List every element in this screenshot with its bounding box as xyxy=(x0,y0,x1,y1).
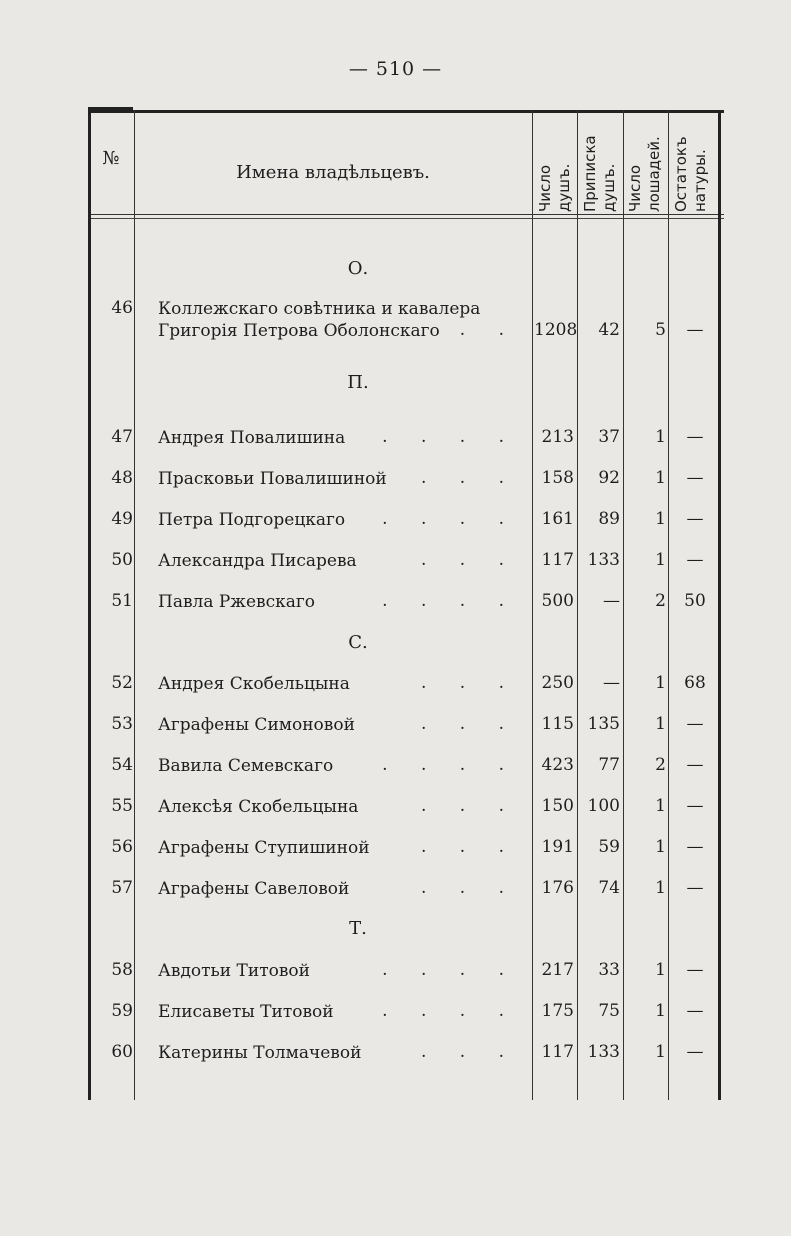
row-number: 59 xyxy=(111,1001,133,1021)
remainder-value: 50 xyxy=(684,591,706,611)
owner-name: Павла Ржевскаго xyxy=(158,592,316,612)
added-souls-value: 89 xyxy=(598,509,620,529)
remainder-value: — xyxy=(686,468,704,488)
table-row xyxy=(88,1042,724,1068)
owner-name: Андрея Скобельцына xyxy=(158,674,350,694)
added-souls-value: — xyxy=(603,591,620,611)
remainder-value: — xyxy=(686,714,704,734)
horses-value: 1 xyxy=(655,714,666,734)
owner-name: Андрея Повалишина xyxy=(158,428,346,448)
table-row xyxy=(88,1001,724,1027)
header-rule-double xyxy=(88,218,724,219)
horses-value: 1 xyxy=(655,468,666,488)
added-souls-value: 59 xyxy=(598,837,620,857)
leader-dots: . . . xyxy=(420,837,518,857)
remainder-value: — xyxy=(686,796,704,816)
leader-dots: . . . xyxy=(420,550,518,570)
souls-value: 161 xyxy=(541,509,574,529)
table-row xyxy=(88,468,724,494)
leader-dots: . . xyxy=(459,320,518,340)
row-number: 53 xyxy=(111,714,133,734)
leader-dots: . . . . xyxy=(382,427,518,447)
row-number: 52 xyxy=(111,673,133,693)
owner-name: Аграфены Савеловой xyxy=(158,879,350,899)
row-number: 58 xyxy=(111,960,133,980)
horses-value: 1 xyxy=(655,673,666,693)
leader-dots: . . . . xyxy=(382,960,518,980)
souls-value: 117 xyxy=(541,550,574,570)
row-number: 55 xyxy=(111,796,133,816)
horses-value: 1 xyxy=(655,960,666,980)
owner-name: Прасковьи Повалишиной xyxy=(158,469,387,489)
souls-value: 176 xyxy=(541,878,574,898)
section-letter: С. xyxy=(348,632,368,653)
owners-table xyxy=(88,110,724,1100)
row-number: 57 xyxy=(111,878,133,898)
horses-value: 1 xyxy=(655,796,666,816)
remainder-value: 68 xyxy=(684,673,706,693)
remainder-value: — xyxy=(686,837,704,857)
header-rule xyxy=(88,214,724,215)
owner-name: Авдотьи Титовой xyxy=(158,961,310,981)
owner-name: Коллежскаго совѣтника и кавалера Григорія Петрова Оболонскаго xyxy=(158,299,481,341)
table-row xyxy=(88,755,724,781)
table-row xyxy=(88,673,724,699)
leader-dots: . . . xyxy=(420,468,518,488)
table-row xyxy=(88,427,724,453)
leader-dots: . . . xyxy=(420,878,518,898)
added-souls-value: — xyxy=(603,673,620,693)
souls-value: 115 xyxy=(541,714,574,734)
souls-value: 250 xyxy=(541,673,574,693)
leader-dots: . . . xyxy=(420,714,518,734)
owner-name: Вавила Семевскаго xyxy=(158,756,334,776)
added-souls-value: 100 xyxy=(587,796,620,816)
table-top-rule-left xyxy=(88,107,133,111)
leader-dots: . . . . xyxy=(382,755,518,775)
souls-value: 117 xyxy=(541,1042,574,1062)
owner-name: Аграфены Ступишиной xyxy=(158,838,370,858)
owner-name: Елисаветы Титовой xyxy=(158,1002,334,1022)
horses-value: 2 xyxy=(655,591,666,611)
remainder-value: — xyxy=(686,960,704,980)
section-letter: Т. xyxy=(349,918,367,939)
section-letter: О. xyxy=(347,258,369,279)
souls-value: 423 xyxy=(541,755,574,775)
table-row xyxy=(88,837,724,863)
owner-name: Петра Подгорецкаго xyxy=(158,510,346,530)
owner-name: Катерины Толмачевой xyxy=(158,1043,362,1063)
souls-value: 1208 xyxy=(534,320,578,340)
owner-name: Александра Писарева xyxy=(158,551,357,571)
owner-name: Аграфены Симоновой xyxy=(158,715,355,735)
added-souls-value: 133 xyxy=(587,1042,620,1062)
added-souls-value: 42 xyxy=(598,320,620,340)
souls-value: 191 xyxy=(541,837,574,857)
added-souls-value: 74 xyxy=(598,878,620,898)
table-row xyxy=(88,298,724,341)
remainder-value: — xyxy=(686,550,704,570)
leader-dots: . . . . xyxy=(382,1001,518,1021)
row-number: 54 xyxy=(111,755,133,775)
header-number: № xyxy=(102,148,120,169)
added-souls-value: 92 xyxy=(598,468,620,488)
header-names: Имена владѣльцевъ. xyxy=(236,162,430,183)
souls-value: 500 xyxy=(541,591,574,611)
added-souls-value: 133 xyxy=(587,550,620,570)
table-row xyxy=(88,550,724,576)
horses-value: 1 xyxy=(655,427,666,447)
remainder-value: — xyxy=(686,755,704,775)
added-souls-value: 77 xyxy=(598,755,620,775)
horses-value: 2 xyxy=(655,755,666,775)
remainder-value: — xyxy=(686,878,704,898)
souls-value: 213 xyxy=(541,427,574,447)
header-remainder: Остатокъ натуры. xyxy=(672,136,709,212)
leader-dots: . . . xyxy=(420,796,518,816)
added-souls-value: 75 xyxy=(598,1001,620,1021)
remainder-value: — xyxy=(686,1042,704,1062)
owner-name: Алексѣя Скобельцына xyxy=(158,797,359,817)
remainder-value: — xyxy=(686,320,704,340)
table-row xyxy=(88,509,724,535)
table-row xyxy=(88,878,724,904)
horses-value: 1 xyxy=(655,509,666,529)
leader-dots: . . . xyxy=(420,673,518,693)
horses-value: 5 xyxy=(655,320,666,340)
row-number: 49 xyxy=(111,509,133,529)
page-number: — 510 — xyxy=(348,58,443,80)
header-souls: Число душъ. xyxy=(536,163,573,212)
leader-dots: . . . . xyxy=(382,509,518,529)
section-letter: П. xyxy=(347,372,369,393)
souls-value: 150 xyxy=(541,796,574,816)
souls-value: 175 xyxy=(541,1001,574,1021)
horses-value: 1 xyxy=(655,878,666,898)
row-number: 51 xyxy=(111,591,133,611)
added-souls-value: 33 xyxy=(598,960,620,980)
table-top-rule xyxy=(88,110,724,113)
row-number: 50 xyxy=(111,550,133,570)
leader-dots: . . . xyxy=(420,1042,518,1062)
table-row xyxy=(88,796,724,822)
header-horses: Число лошадей. xyxy=(626,136,663,212)
row-number: 47 xyxy=(111,427,133,447)
row-number: 56 xyxy=(111,837,133,857)
remainder-value: — xyxy=(686,427,704,447)
horses-value: 1 xyxy=(655,1042,666,1062)
row-number: 46 xyxy=(111,298,133,318)
row-number: 60 xyxy=(111,1042,133,1062)
horses-value: 1 xyxy=(655,550,666,570)
table-row xyxy=(88,591,724,617)
remainder-value: — xyxy=(686,509,704,529)
added-souls-value: 135 xyxy=(587,714,620,734)
horses-value: 1 xyxy=(655,837,666,857)
row-number: 48 xyxy=(111,468,133,488)
table-row xyxy=(88,960,724,986)
souls-value: 217 xyxy=(541,960,574,980)
horses-value: 1 xyxy=(655,1001,666,1021)
added-souls-value: 37 xyxy=(598,427,620,447)
leader-dots: . . . . xyxy=(382,591,518,611)
remainder-value: — xyxy=(686,1001,704,1021)
souls-value: 158 xyxy=(541,468,574,488)
table-row xyxy=(88,714,724,740)
header-added-souls: Приписка душъ. xyxy=(581,135,618,212)
